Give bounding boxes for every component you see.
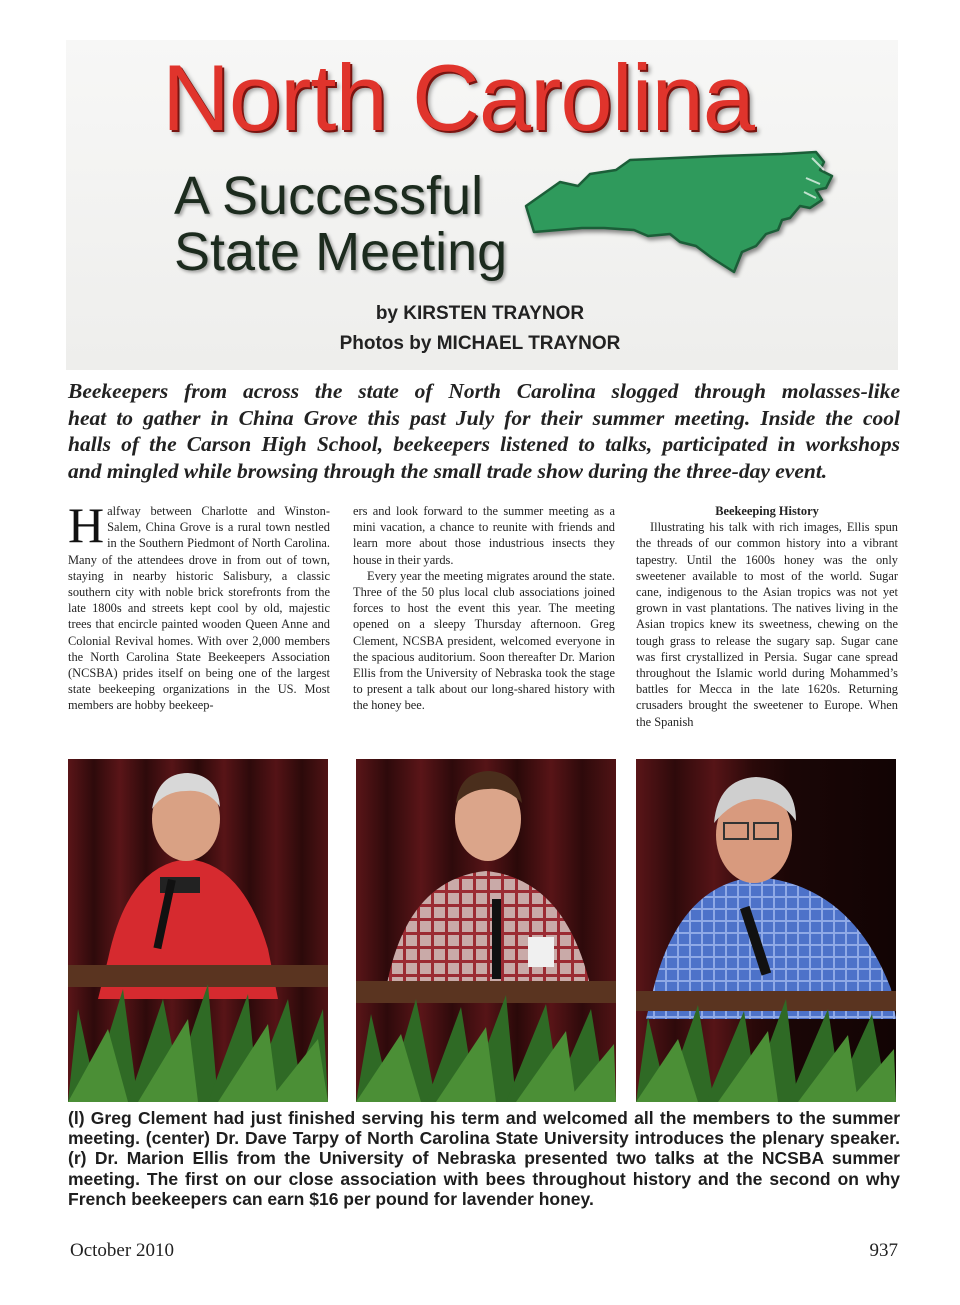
photo-marion-ellis <box>636 759 896 1102</box>
lede-line: heat to gather in China Grove this past July for their summer meeting. Inside the cool <box>68 405 900 430</box>
section-heading: Beekeeping History <box>715 504 819 518</box>
lede-line: Beekeepers from across the state of North Carolina slogged through molasses-like <box>68 379 900 403</box>
photo-dave-tarpy <box>356 759 616 1102</box>
text-column-1 <box>68 497 330 714</box>
page-number: 937 <box>869 1240 898 1261</box>
author-byline: by KIRSTEN TRAYNOR <box>375 303 585 324</box>
column-1-text: alfway between Charlotte and Winston-Salem, China Grove is a rural town nestled in the Southern Piedmont of North Carolina. Many of the attendees drove in from out of town, staying in nearby historic Salisbury, a classic southern city with noble brick storefronts from the late 1800s and streets kept cool by old, majestic trees that encircle painted wooden Queen Anne and Colonial Revival homes. With over 2,000 members the North Carolina State Beekeepers Association (NCSBA) prides itself on being one of the largest state beekeeping organizations in the US. Most members are hobby beekeep- <box>68 504 330 713</box>
issue-date: October 2010 <box>70 1240 174 1261</box>
photo-greg-clement <box>68 759 328 1102</box>
lede-line: halls of the Carson High School, beekeepers listened to talks, participated in workshops <box>68 432 900 456</box>
north-carolina-map-icon <box>520 148 838 278</box>
photo-credit: Photos by MICHAEL TRAYNOR <box>339 333 621 354</box>
subtitle-line-1: A Successful <box>174 166 484 226</box>
drop-cap: H <box>68 497 105 553</box>
article-lede <box>68 378 900 484</box>
column-3-text: Illustrating his talk with rich images, Ellis spun the threads of our common history into a vibrant tapestry. Until the 1600s honey was the only sweetener available to most of the world. Sugar cane, indigenous to the Asian tropics was not yet grown in vast plantations. The natives living in the Asian tropics knew its sweetness, chewing on the tough grass to release the sugary sap. Sugar cane was first crystallized in Persia. Sugar cane spread throughout the Islamic world during Mohammed’s battles for Mecca in the late 1620s. Returning crusaders brought the sweetener to Europe. When the Spanish <box>636 520 898 729</box>
subtitle-line-2: State Meeting <box>174 222 508 282</box>
photo-caption: (l) Greg Clement had just finished serving his term and welcomed all the members to the summer meeting. (center) Dr. Dave Tarpy of North Carolina State University introduces the plenary speaker. (r) Dr. Marion Ellis from the University of Nebraska presented two talks at the NCSBA summer meeting. The first on our close association with bees throughout history and the second on why French beekeepers can earn $16 per pound for lavender honey. <box>68 1108 900 1209</box>
lede-line: and mingled while browsing through the small trade show during the three-day event. <box>68 458 828 483</box>
text-column-2 <box>353 503 615 714</box>
column-2-paragraph: Every year the meeting migrates around the state. Three of the 50 plus local club associations joined forces to host the event this year. The meeting opened on a sleepy Thursday afternoon. Greg Clement, NCSBA president, welcomed everyone in the spacious auditorium. Soon thereafter Dr. Marion Ellis from the University of Nebraska took the stage to present a talk about our long-shared history with the honey bee. <box>353 568 615 713</box>
column-2-paragraph: ers and look forward to the summer meeting as a mini vacation, a chance to reunite with friends and learn more about those industrious insects they house in their yards. <box>353 504 615 567</box>
page-title: North Carolina <box>161 45 755 150</box>
text-column-3 <box>636 503 898 730</box>
article-subtitle <box>174 168 514 280</box>
